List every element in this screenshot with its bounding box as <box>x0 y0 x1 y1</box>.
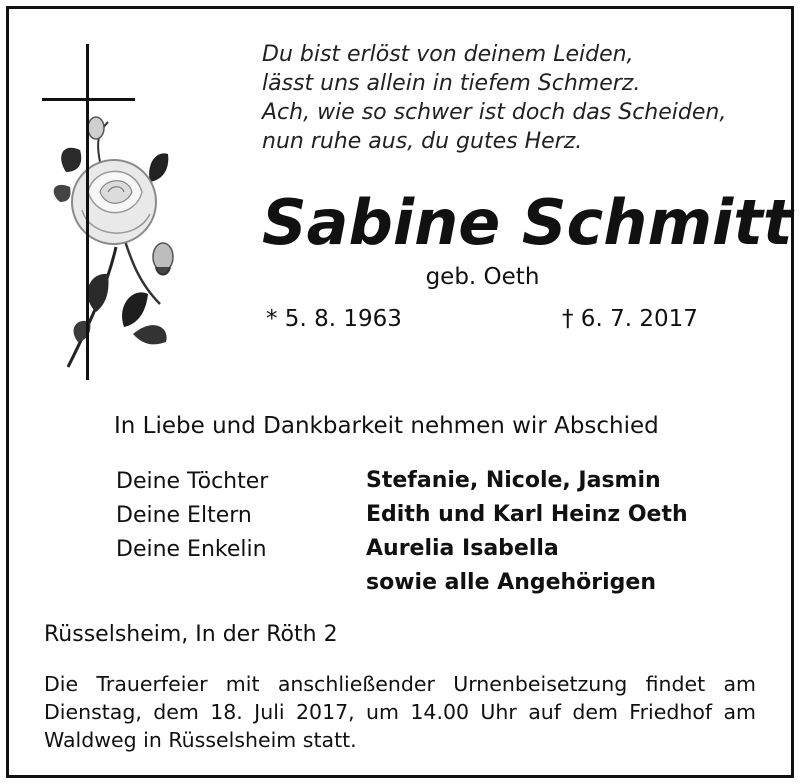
mourner-relation: Deine Eltern <box>116 503 252 528</box>
farewell-line: In Liebe und Dankbarkeit nehmen wir Abschied <box>114 413 659 439</box>
deceased-name: Sabine Schmitt <box>262 186 793 259</box>
mourner-relation: Deine Enkelin <box>116 537 267 562</box>
maiden-name: geb. Oeth <box>425 264 540 290</box>
mourner-relation: Deine Töchter <box>116 469 269 494</box>
poem-line: nun ruhe aus, du gutes Herz. <box>262 129 583 154</box>
birth-date: * 5. 8. 1963 <box>266 306 402 332</box>
mourner-names: Stefanie, Nicole, Jasmin <box>366 468 661 493</box>
poem-line: Du bist erlöst von deinem Leiden, <box>262 42 634 67</box>
mourner-names: sowie alle Angehörigen <box>366 570 657 595</box>
mourner-names: Edith und Karl Heinz Oeth <box>366 502 688 527</box>
family-address: Rüsselsheim, In der Röth 2 <box>44 622 338 647</box>
death-date: † 6. 7. 2017 <box>562 306 698 332</box>
memorial-poem <box>262 40 782 156</box>
service-notice: Die Trauerfeier mit anschließender Urnenbeisetzung findet am Dienstag, dem 18. Juli 2017, um 14.00 Uhr auf dem Friedhof am Waldweg in Rüsselsheim statt. <box>44 672 756 752</box>
poem-line: lässt uns allein in tiefem Schmerz. <box>262 71 641 96</box>
poem-line: Ach, wie so schwer ist doch das Scheiden, <box>262 100 727 125</box>
mourner-names: Aurelia Isabella <box>366 536 559 561</box>
cross-with-rose-icon <box>38 42 188 386</box>
